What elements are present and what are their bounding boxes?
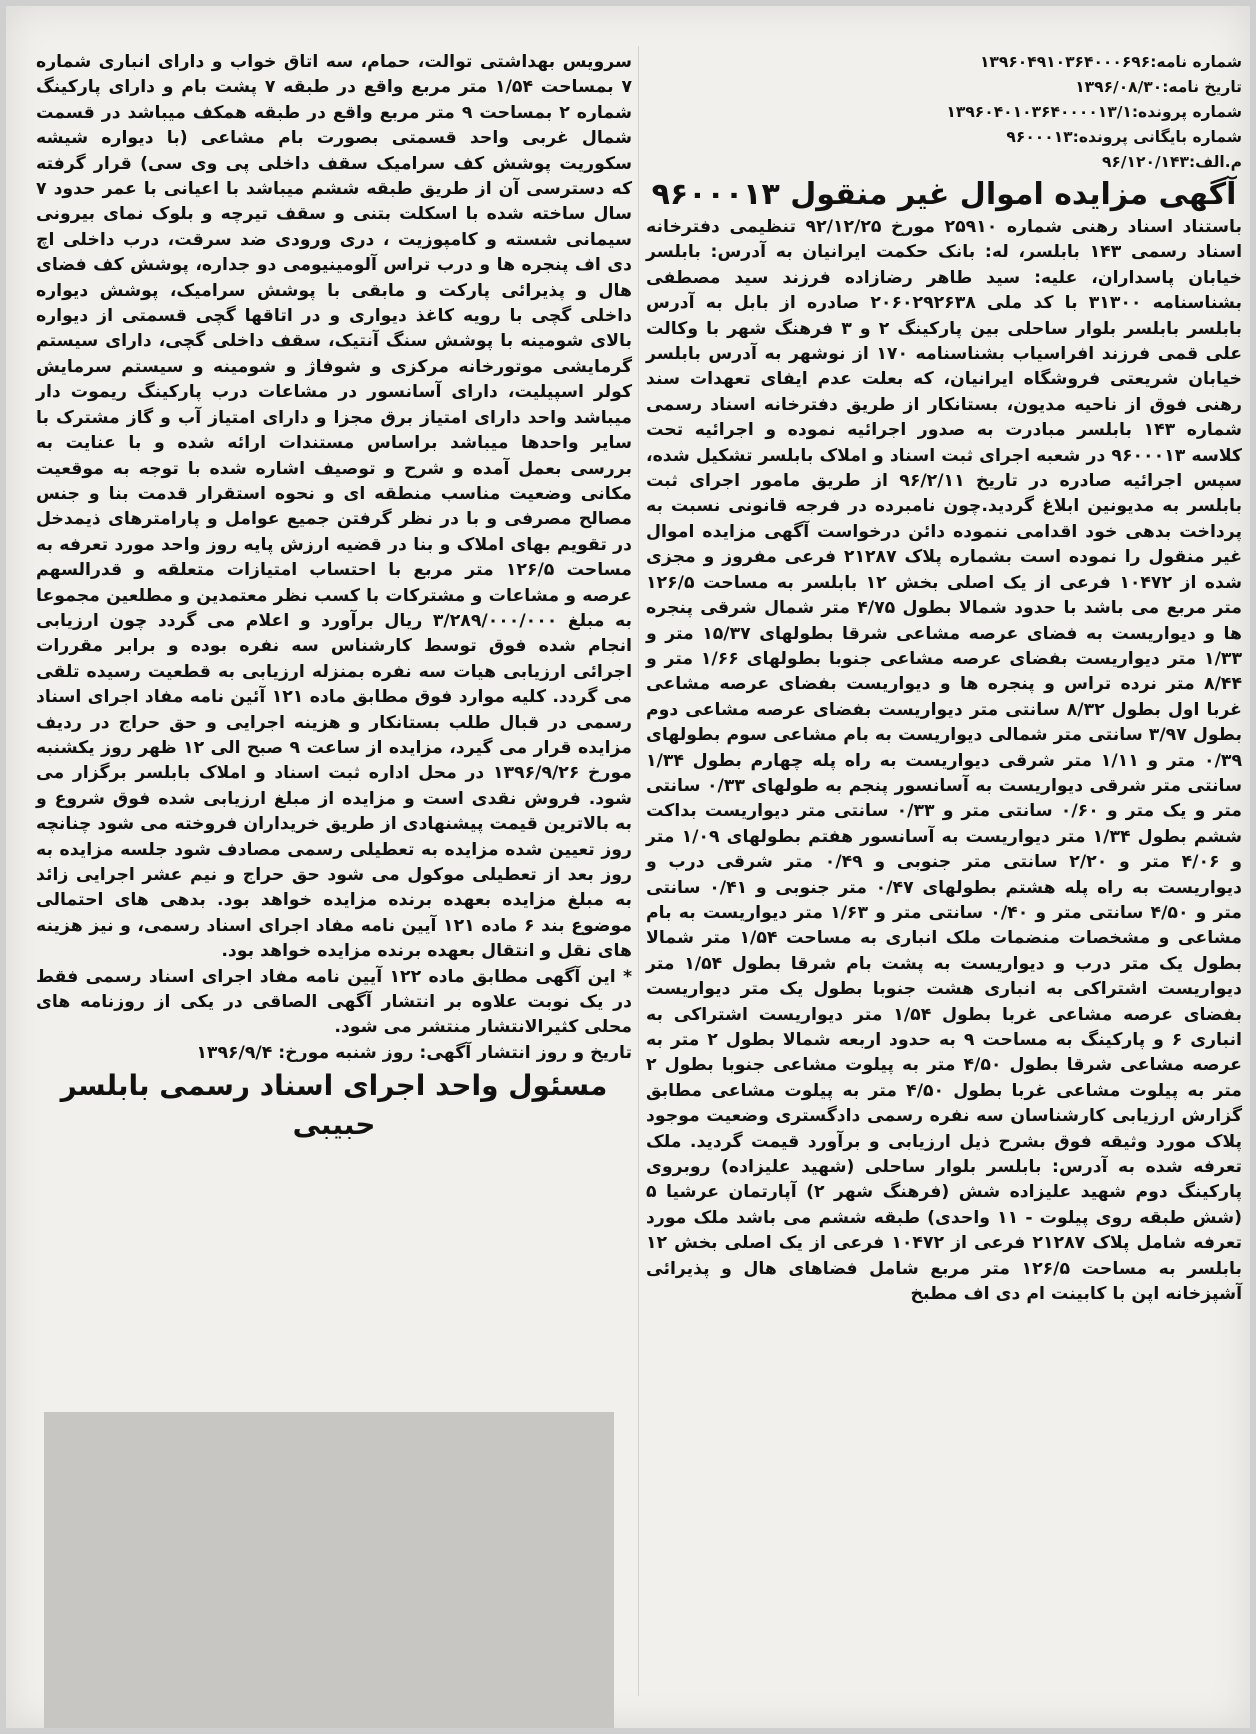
- notice-right-column: [646, 50, 1242, 1307]
- letter-number: شماره نامه:۱۳۹۶۰۴۹۱۰۳۶۴۰۰۰۶۹۶: [979, 53, 1242, 71]
- notice-headline: آگهی مزایده اموال غیر منقول ۹۶۰۰۰۱۳: [651, 177, 1237, 212]
- newspaper-page: [6, 6, 1250, 1728]
- notice-body-right: باستناد اسناد رهنی شماره ۲۵۹۱۰ مورخ ۹۲/۱۲/۲۵ تنظیمی دفترخانه اسناد رسمی ۱۴۳ بابلسر، له: بانک حکمت ایرانیان به آدرس: بابلسر خیابان پاسداران، علیه: سید طاهر رضازاده فرزند سید مصطفی بشناسنامه ۳۱۳۰۰ با کد ملی ۲۰۶۰۲۹۲۶۳۸ صادره از بابل به آدرس بابلسر بابلسر بلوار ساحلی بین پارکینگ ۲ و ۳ فرهنگ شهر با وکالت علی قمی فرزند افراسیاب بشناسنامه ۱۷۰ از نوشهر به آدرس بابلسر خیابان شریعتی فروشگاه ایرانیان، که بعلت عدم ایفای تعهدات سند رهنی فوق از ناحیه مدیون، بستانکار از طریق دفترخانه اسناد رسمی شماره ۱۴۳ بابلسر مبادرت به صدور اجرائیه نموده و اجرائیه تحت کلاسه ۹۶۰۰۰۱۳ در شعبه اجرای ثبت اسناد و املاک بابلسر تشکیل شده، سپس اجرائیه صادره در تاریخ ۹۶/۲/۱۱ از طریق مامور اجرای ثبت بابلسر به مدیونین ابلاغ گردید.چون نامبرده در فرجه قانونی نسبت به پرداخت بدهی خود اقدامی ننموده دائن درخواست آگهی مزایده اموال غیر منقول را نموده است بشماره پلاک ۲۱۲۸۷ فرعی مفروز و مجزی شده از ۱۰۴۷۲ فرعی از یک اصلی بخش ۱۲ بابلسر به مساحت ۱۲۶/۵ متر مربع می باشد با حدود شمالا بطول ۴/۷۵ متر شمال شرقی پنجره ها و دیواریست به فضای عرصه مشاعی شرقا بطولهای ۱۵/۳۷ متر و ۱/۳۳ متر دیواریست بفضای عرصه مشاعی جنوبا بطولهای ۱/۶۶ متر و ۸/۴۴ متر نرده تراس و پنجره ها و دیواریست بفضای عرصه مشاعی غربا اول بطول ۸/۳۲ سانتی متر دیواریست بفضای عرصه مشاعی دوم بطول ۳/۹۷ سانتی متر شمالی دیواریست به بام مشاعی سوم بطولهای ۰/۳۹ متر و ۱/۱۱ متر شرقی دیواریست به راه پله چهارم بطول ۱/۳۴ سانتی متر شرقی دیواریست به آسانسور پنجم به طولهای ۰/۳۳ سانتی متر و یک متر و ۰/۶۰ سانتی متر و ۰/۳۳ سانتی متر دیواریست بداکت ششم بطول ۱/۳۴ متر دیواریست به آسانسور هفتم بطولهای ۱/۰۹ متر و ۴/۰۶ متر و ۲/۲۰ سانتی متر جنوبی و ۰/۴۹ متر شرقی درب و دیواریست به راه پله هشتم بطولهای ۰/۴۷ متر جنوبی و ۰/۴۱ سانتی متر و ۴/۵۰ سانتی متر و ۰/۴۰ سانتی متر و ۱/۶۳ متر دیواریست به بام مشاعی و مشخصات منضمات ملک انباری به مساحت ۱/۵۴ متر شمالا بطول یک متر درب و دیواریست به پشت بام شرقا بطول ۱/۵۴ متر دیواریست اشتراکی به انباری هشت جنوبا بطول یک متر دیواریست بفضای عرصه مشاعی غربا بطول ۱/۵۴ متر دیواریست اشتراکی به انباری ۶ و پارکینگ به مساحت ۹ به حدود اربعه شمالا بطول ۲ متر به عرصه مشاعی شرقا بطول ۴/۵۰ متر به پیلوت مشاعی جنوبا بطول ۲ متر به پیلوت مشاعی غربا بطول ۴/۵۰ متر به پیلوت مشاعی مطابق گزارش ارزیابی کارشناسان سه نفره رسمی دادگستری وضعیت موجود پلاک مورد وثیقه فوق بشرح ذیل ارزیابی و برآورد قیمت گردید. ملک تعرفه شده به آدرس: بابلسر بلوار ساحلی (شهید علیزاده) روبروی پارکینگ دوم شهید علیزاده شش (فرهنگ شهر ۲) آپارتمان عرشیا ۵ (شش طبقه روی پیلوت - ۱۱ واحدی) طبقه ششم می باشد ملک مورد تعرفه شامل پلاک ۲۱۲۸۷ فرعی از ۱۰۴۷۲ فرعی از یک اصلی بخش ۱۲ بابلسر به مساحت ۱۲۶/۵ متر مربع شامل فضاهای هال و پذیرائی آشپزخانه اپن با کابینت ام دی اف مطبخ: [646, 217, 1243, 1305]
- case-number: شماره پرونده:۱۳۹۶۰۴۰۱۰۳۶۴۰۰۰۰۱۳/۱: [946, 103, 1242, 121]
- signer-name: حبیبی: [292, 1108, 376, 1142]
- publication-date: تاریخ و روز انتشار آگهی: روز شنبه مورخ: ۱۳۹۶/۹/۴: [196, 1042, 632, 1063]
- archive-number: شماره بایگانی پرونده:۹۶۰۰۰۱۳: [1006, 128, 1242, 146]
- notice-body-left: سرویس بهداشتی توالت، حمام، سه اتاق خواب و دارای انباری شماره ۷ بمساحت ۱/۵۴ متر مربع واقع در طبقه ۷ پشت بام و دارای پارکینگ شماره ۲ بمساحت ۹ متر مربع واقع در طبقه همکف میباشد در قسمت شمال غربی واحد قسمتی بصورت بام مشاعی (با دیواره شیشه سکوریت پوشش کف سرامیک سقف داخلی پی وی سی) قرار گرفته که دسترسی آن از طریق طبقه ششم میباشد با اعیانی با عمر حدود ۷ سال ساخته شده با اسکلت بتنی و سقف تیرچه و بلوک نمای بیرونی سیمانی شسته و کامپوزیت ، دری ورودی ضد سرقت، درب داخلی اچ دی اف پنجره ها و درب تراس آلومینیومی دو جداره، پوشش کف فضای هال و پذیرائی پارکت و مابقی با پوشش سرامیک، پوشش دیواره داخلی گچی با رویه کاغذ دیواری و در اتاقها گچی قسمتی از دیواره بالای شومینه با پوشش سنگ آنتیک، سقف داخلی گچی، دارای سیستم گرمایشی موتورخانه مرکزی و شوفاژ و شومینه و سیستم سرمایش کولر اسپیلیت، دارای آسانسور در مشاعات درب پارکینگ ریموت دار میباشد واحد دارای امتیاز برق مجزا و دارای امتیاز آب و گاز مشترک با سایر واحدها میباشد براساس مستندات ارائه شده و با عنایت به بررسی بعمل آمده و شرح و توصیف اشاره شده با توجه به موقعیت مکانی وضعیت مناسب منطقه ای و نحوه استقرار قدمت بنا و جنس مصالح مصرفی و با در نظر گرفتن جمیع عوامل و پارامترهای ذیمدخل در تقویم بهای املاک و بنا در قضیه ارزش پایه روز واحد مورد تعرفه به مساحت ۱۲۶/۵ متر مربع با احتساب امتیازات متعلقه و قدرالسهم عرصه و مشاعات و مشترکات با کسب نظر معتمدین و مطلعین مجموعا به مبلغ ۳/۲۸۹/۰۰۰/۰۰۰ ریال برآورد و اعلام می گردد چون ارزیابی انجام شده فوق توسط کارشناس سه نفره بوده و برابر مقررات اجرائی ارزیابی هیات سه نفره بمنزله ارزیابی به قطعیت رسیده تلقی می گردد. کلیه موارد فوق مطابق ماده ۱۲۱ آئین نامه مفاد اجرای اسناد رسمی در قبال طلب بستانکار و هزینه اجرایی و حق حراج در ردیف مزایده قرار می گیرد، مزایده از ساعت ۹ صبح الی ۱۲ ظهر روز یکشنبه مورخ ۱۳۹۶/۹/۲۶ در محل اداره ثبت اسناد و املاک بابلسر برگزار می شود. فروش نقدی است و مزایده از مبلغ ارزیابی شده فوق شروع و به بالاترین قیمت پیشنهادی از طریق خریداران فروخته می شود چنانچه روز تعیین شده مزایده به تعطیلی رسمی مصادف شود جلسه مزایده به روز بعد از تعطیلی موکول می شود حق حراج و نیم عشر اجرایی زائد به مبلغ مزایده بعهده برنده مزایده خواهد بود. بدهی های احتمالی موضوع بند ۶ ماده ۱۲۱ آیین نامه مفاد اجرای اسناد رسمی، و نیز هزینه های نقل و انتقال بعهده برنده مزایده خواهد بود.: [36, 52, 633, 962]
- letter-date: تاریخ نامه:۱۳۹۶/۰۸/۳۰: [1075, 78, 1242, 96]
- signer-title: مسئول واحد اجرای اسناد رسمی بابلسر: [60, 1069, 608, 1103]
- publication-note: * این آگهی مطابق ماده ۱۲۲ آیین نامه مفاد اجرای اسناد رسمی فقط در یک نوبت علاوه بر انتشار آگهی الصاقی در یکی از روزنامه های محلی کثیرالانتشار منتشر می شود.: [36, 966, 633, 1038]
- column-divider: [638, 46, 639, 1696]
- redacted-area: [44, 1412, 614, 1728]
- notice-left-column: [36, 50, 632, 1144]
- reference-number: م.الف:۹۶/۱۲۰/۱۴۳: [1101, 153, 1242, 171]
